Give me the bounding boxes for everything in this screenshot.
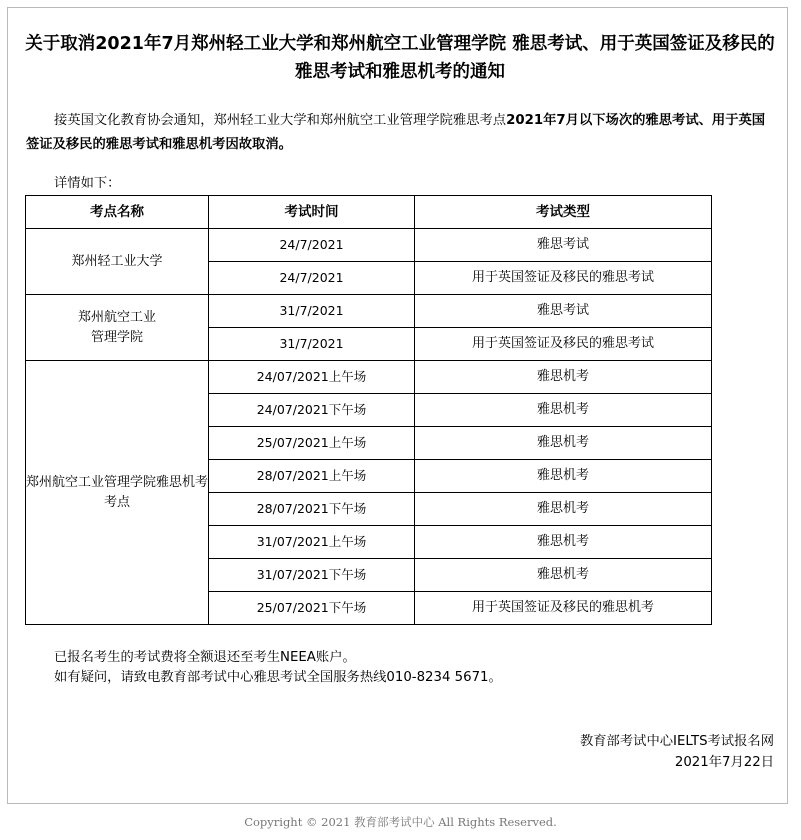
exam-time: 25/07/2021上午场 [209, 427, 415, 460]
exam-type: 雅思考试 [415, 229, 712, 262]
hotline-note: 如有疑问，请致电教育部考试中心雅思考试全国服务热线010-8234 5671。 [54, 670, 502, 685]
exam-type: 雅思机考 [415, 460, 712, 493]
page-title: 关于取消2021年7月郑州轻工业大学和郑州航空工业管理学院 雅思考试、用于英国签证及移民的雅思考试和雅思机考的通知 [25, 34, 775, 82]
exam-type: 用于英国签证及移民的雅思机考 [415, 592, 712, 625]
exam-type: 雅思机考 [415, 559, 712, 592]
header-time: 考试时间 [209, 196, 415, 229]
table-row [26, 295, 712, 328]
exam-time: 24/7/2021 [209, 229, 415, 262]
header-center: 考点名称 [26, 196, 209, 229]
center-name: 郑州轻工业大学 [26, 229, 209, 295]
signature-date: 2021年7月22日 [674, 755, 774, 770]
exam-time: 28/07/2021上午场 [209, 460, 415, 493]
exam-type: 用于英国签证及移民的雅思考试 [415, 262, 712, 295]
cancellation-table [25, 195, 712, 625]
exam-time: 25/07/2021下午场 [209, 592, 415, 625]
intro-plain-text: 接英国文化教育协会通知，郑州轻工业大学和郑州航空工业管理学院雅思考点 [54, 113, 507, 128]
exam-time: 31/07/2021下午场 [209, 559, 415, 592]
center-name: 郑州航空工业管理学院雅思机考考点 [26, 361, 209, 625]
header-type: 考试类型 [415, 196, 712, 229]
exam-type: 雅思机考 [415, 526, 712, 559]
exam-time: 31/7/2021 [209, 295, 415, 328]
table-header-row [26, 196, 712, 229]
exam-type: 雅思机考 [415, 394, 712, 427]
exam-time: 24/07/2021下午场 [209, 394, 415, 427]
exam-time: 31/07/2021上午场 [209, 526, 415, 559]
exam-type: 用于英国签证及移民的雅思考试 [415, 328, 712, 361]
table-row [26, 229, 712, 262]
intro-bold-text: 2021年7月以下场次的雅思考试、用于英国签证及移民的雅思考试和雅思机考因故取消。 [26, 113, 766, 152]
signature-org: 教育部考试中心IELTS考试报名网 [579, 734, 774, 749]
exam-type: 雅思机考 [415, 361, 712, 394]
table-row [26, 361, 712, 394]
intro-paragraph [26, 109, 778, 157]
exam-time: 24/07/2021上午场 [209, 361, 415, 394]
exam-time: 28/07/2021下午场 [209, 493, 415, 526]
exam-time: 31/7/2021 [209, 328, 415, 361]
detail-label: 详情如下： [54, 176, 121, 191]
exam-time: 24/7/2021 [209, 262, 415, 295]
exam-type: 雅思考试 [415, 295, 712, 328]
exam-type: 雅思机考 [415, 427, 712, 460]
copyright-footer: Copyright © 2021 教育部考试中心 All Rights Reserved. [244, 815, 557, 829]
center-name: 郑州航空工业 管理学院 [26, 295, 209, 361]
exam-type: 雅思机考 [415, 493, 712, 526]
refund-note: 已报名考生的考试费将全额退还至考生NEEA账户。 [54, 650, 356, 665]
